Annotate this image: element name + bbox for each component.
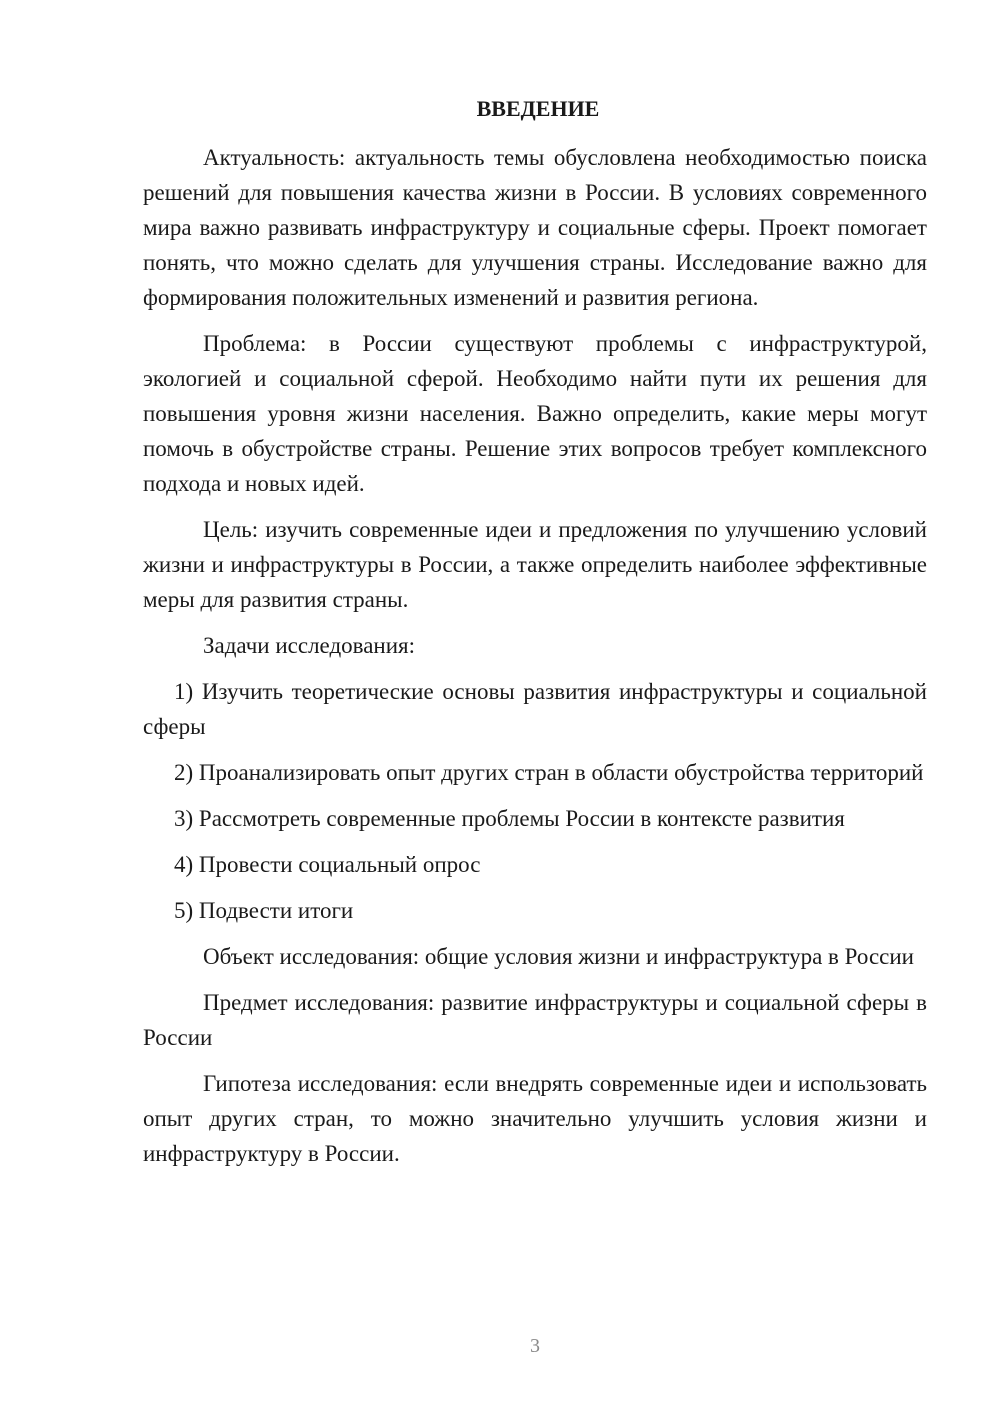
list-item: 4) Провести социальный опрос [174, 852, 481, 877]
page-number: 3 [530, 1335, 540, 1357]
paragraph-hypothesis: Гипотеза исследования: если внедрять современные идеи и использовать опыт других стран, то можно значительно улучшить условия жизни и инфраструктуру в России. [143, 1071, 927, 1166]
list-item: 3) Рассмотреть современные проблемы России в контексте развития [174, 806, 845, 831]
list-item: 5) Подвести итоги [174, 898, 354, 923]
paragraph-object: Объект исследования: общие условия жизни и инфраструктура в России [203, 944, 914, 969]
paragraph-goal: Цель: изучить современные идеи и предложения по улучшению условий жизни и инфраструктуры в России, а также определить наиболее эффективные меры для развития страны. [143, 517, 927, 612]
tasks-list [143, 674, 927, 928]
paragraph-subject: Предмет исследования: развитие инфраструктуры и социальной сферы в России [143, 990, 927, 1050]
page-title: ВВЕДЕНИЕ [476, 96, 600, 121]
tasks-heading: Задачи исследования: [203, 633, 416, 658]
list-item: 2) Проанализировать опыт других стран в области обустройства территорий [174, 760, 924, 785]
paragraph-relevance: Актуальность: актуальность темы обусловлена необходимостью поиска решений для повышения качества жизни в России. В условиях современного мира важно развивать инфраструктуру и социальные сферы. Проект помогает понять, что можно сделать для улучшения страны. Исследование важно для формирования положительных изменений и развития региона. [143, 145, 927, 310]
paragraph-problem: Проблема: в России существуют проблемы с инфраструктурой, экологией и социальной сферой. Необходимо найти пути их решения для повышения уровня жизни населения. Важно определить, какие меры могут помочь в обустройстве страны. Решение этих вопросов требует комплексного подхода и новых идей. [143, 331, 927, 496]
list-item: 1) Изучить теоретические основы развития инфраструктуры и социальной сферы [143, 679, 927, 739]
page-content [143, 94, 927, 1182]
